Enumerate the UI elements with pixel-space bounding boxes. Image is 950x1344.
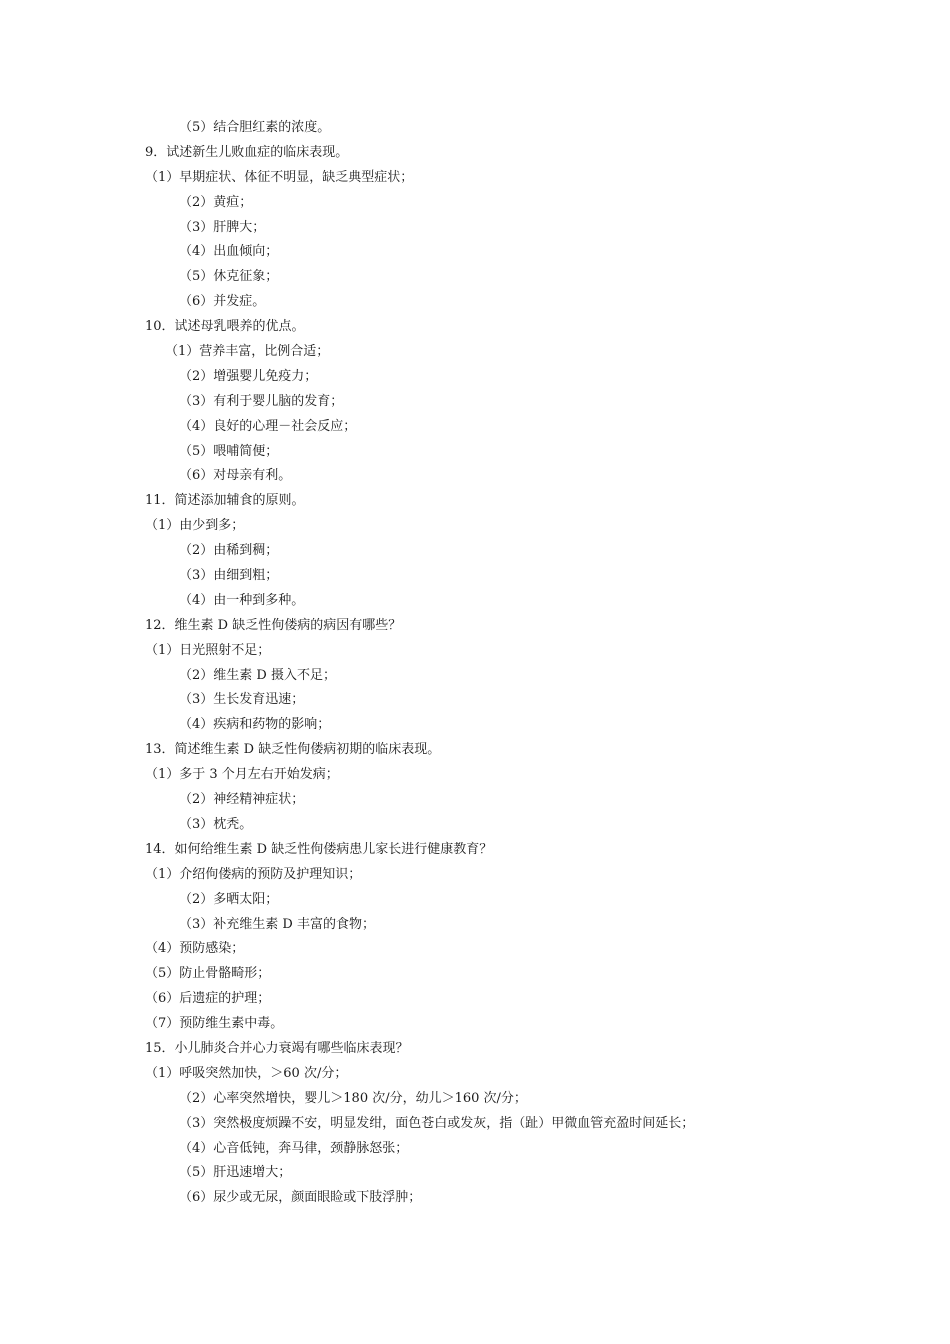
answer-line: （4）良好的心理－社会反应； xyxy=(179,418,357,434)
answer-line: （6）后遗症的护理； xyxy=(145,991,271,1007)
answer-line: （4）疾病和药物的影响； xyxy=(179,717,331,733)
answer-line: （4）心音低钝，奔马律，颈静脉怒张； xyxy=(179,1140,409,1156)
answer-line: （3）由细到粗； xyxy=(179,568,279,584)
answer-line: （3）突然极度烦躁不安，明显发绀，面色苍白或发灰，指（趾）甲微血管充盈时间延长； xyxy=(179,1115,695,1131)
answer-line: （4）预防感染； xyxy=(145,941,245,957)
answer-line: （2）神经精神症状； xyxy=(179,792,305,808)
answer-line: （5）结合胆红素的浓度。 xyxy=(179,120,331,135)
answer-line: （2）心率突然增快，婴儿＞180 次/分，幼儿＞160 次/分； xyxy=(179,1090,527,1106)
document-body xyxy=(0,116,950,1211)
answer-line: （6）尿少或无尿，颜面眼睑或下肢浮肿； xyxy=(179,1190,422,1206)
answer-line: （4）由一种到多种。 xyxy=(179,592,305,608)
answer-line: （3）枕秃。 xyxy=(179,816,253,832)
answer-line: （5）休克征象； xyxy=(179,269,279,285)
answer-line: （2）增强婴儿免疫力； xyxy=(179,368,318,384)
answer-line: （3）补充维生素 D 丰富的食物； xyxy=(179,916,375,932)
answer-line: （2）多晒太阳； xyxy=(179,891,279,907)
answer-line: （2）由稀到稠； xyxy=(179,543,279,559)
question-9: 9．试述新生儿败血症的临床表现。 xyxy=(145,144,349,160)
answer-line: （1）日光照射不足； xyxy=(145,642,271,658)
answer-line: （2）黄疸； xyxy=(179,194,253,210)
answer-line: （5）喂哺简便； xyxy=(179,443,279,459)
answer-line: （4）出血倾向； xyxy=(179,244,279,260)
answer-line: （7）预防维生素中毒。 xyxy=(145,1016,284,1032)
question-14: 14．如何给维生素 D 缺乏性佝偻病患儿家长进行健康教育？ xyxy=(145,841,493,857)
question-12: 12．维生素 D 缺乏性佝偻病的病因有哪些？ xyxy=(145,617,402,633)
answer-line: （2）维生素 D 摄入不足； xyxy=(179,667,336,683)
answer-line: （5）肝迅速增大； xyxy=(179,1165,292,1181)
question-10: 10．试述母乳喂养的优点。 xyxy=(145,319,305,335)
answer-line: （1）呼吸突然加快，＞60 次/分； xyxy=(145,1065,348,1081)
answer-line: （1）多于 3 个月左右开始发病； xyxy=(145,767,339,783)
question-15: 15．小儿肺炎合并心力衰竭有哪些临床表现？ xyxy=(145,1040,409,1056)
answer-line: （3）肝脾大； xyxy=(179,219,266,235)
answer-line: （1）介绍佝偻病的预防及护理知识； xyxy=(145,866,362,882)
question-13: 13．简述维生素 D 缺乏性佝偻病初期的临床表现。 xyxy=(145,742,441,758)
answer-line: （1）早期症状、体征不明显，缺乏典型症状； xyxy=(145,169,414,185)
answer-line: （1）由少到多； xyxy=(145,518,245,534)
answer-line: （5）防止骨骼畸形； xyxy=(145,966,271,982)
answer-line: （1）营养丰富，比例合适； xyxy=(165,344,330,360)
question-11: 11．简述添加辅食的原则。 xyxy=(145,493,305,509)
answer-line: （6）对母亲有利。 xyxy=(179,468,292,484)
answer-line: （3）生长发育迅速； xyxy=(179,692,305,708)
answer-line: （3）有利于婴儿脑的发育； xyxy=(179,393,344,409)
answer-line: （6）并发症。 xyxy=(179,294,266,310)
